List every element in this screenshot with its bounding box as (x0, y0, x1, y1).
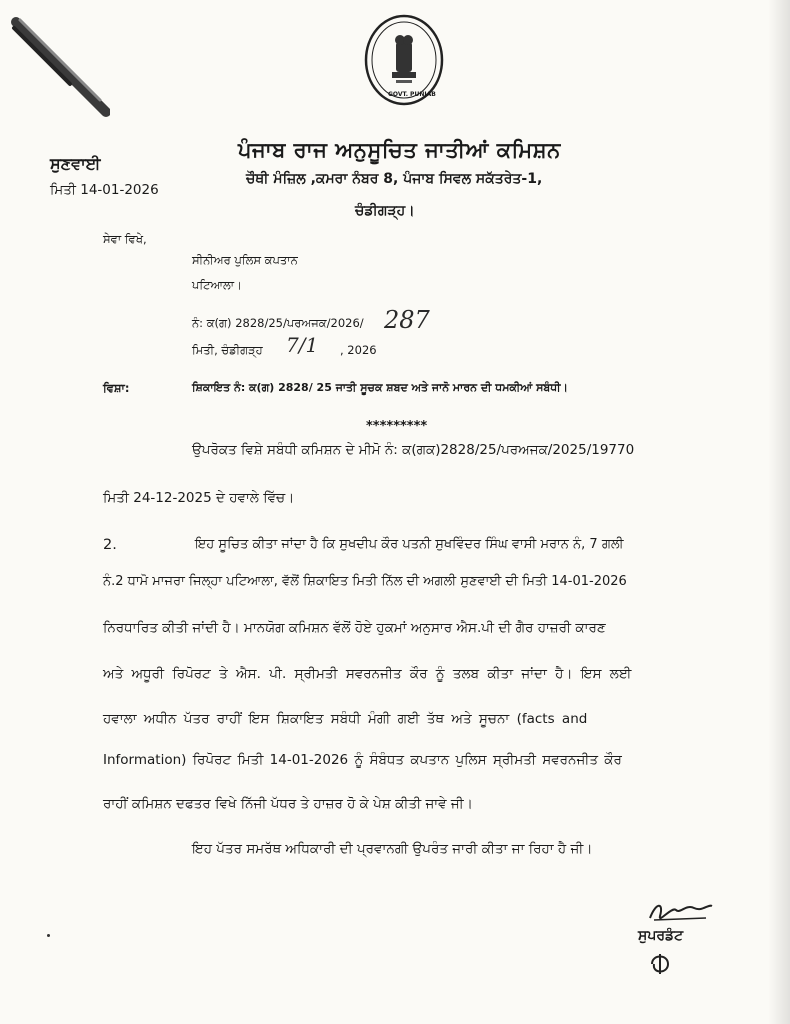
paragraph-line: ਅਤੇ ਅਧੂਰੀ ਰਿਪੋਰਟ ਤੇ ਐਸ. ਪੀ. ਸ੍ਰੀਮਤੀ ਸਵਰਨਜੀਤ ਕੌਰ ਨੂੰ ਤਲਬ ਕੀਤਾ ਜਾਂਦਾ ਹੈ। ਇਸ ਲਈ (103, 666, 632, 682)
handwritten-dispatch-number: 287 (384, 306, 430, 334)
paragraph-number: 2. (103, 537, 117, 553)
signature-scribble (646, 896, 716, 926)
pen-clip-icon (10, 8, 110, 118)
reference-date-label: ਮਿਤੀ, ਚੰਡੀਗੜ੍ਹ (192, 343, 263, 357)
salutation: ਸੇਵਾ ਵਿਖੇ, (103, 232, 147, 246)
separator: ********* (366, 419, 428, 434)
paragraph-line: ਹਵਾਲਾ ਅਧੀਨ ਪੱਤਰ ਰਾਹੀਂ ਇਸ ਸ਼ਿਕਾਇਤ ਸਬੰਧੀ ਮੰਗੀ ਗਈ ਤੱਥ ਅਤੇ ਸੂਚਨਾ (facts and (103, 711, 588, 727)
reference-number: ਨੰ: ਕ(ਗ) 2828/25/ਪਰਅਜਕ/2026/ (192, 316, 364, 330)
subject-text: ਸ਼ਿਕਾਇਤ ਨੰ: ਕ(ਗ) 2828/ 25 ਜਾਤੀ ਸੂਚਕ ਸ਼ਬਦ ਅਤੇ ਜਾਨੋ ਮਾਰਨ ਦੀ ਧਮਕੀਆਂ ਸਬੰਧੀ। (192, 381, 568, 394)
signatory-designation: ਸੁਪਰਡੰਟ (638, 928, 684, 944)
hearing-label: ਸੁਣਵਾਈ (50, 154, 101, 173)
handwritten-date: 7/1 (286, 333, 319, 357)
subject-label: ਵਿਸ਼ਾ: (103, 381, 130, 395)
paragraph-line: ਨੰ.2 ਧਾਮੋ ਮਾਜਰਾ ਜਿਲ੍ਹਾ ਪਟਿਆਲਾ, ਵੱਲੋਂ ਸ਼ਿਕਾਇਤ ਮਿਤੀ ਨਿੱਲ ਦੀ ਅਗਲੀ ਸੁਣਵਾਈ ਦੀ ਮਿਤੀ 14-01-2026 (103, 574, 627, 589)
page-edge-shadow (768, 0, 790, 1024)
address-line-1: ਚੌਥੀ ਮੰਜ਼ਿਲ ,ਕਮਰਾ ਨੰਬਰ 8, ਪੰਜਾਬ ਸਿਵਲ ਸਕੱਤਰੇਤ-1, (246, 171, 543, 187)
reference-date-year: , 2026 (340, 343, 377, 357)
paragraph-line: ਰਾਹੀਂ ਕਮਿਸ਼ਨ ਦਫਤਰ ਵਿਖੇ ਨਿੱਜੀ ਪੱਧਰ ਤੇ ਹਾਜ਼ਰ ਹੋ ਕੇ ਪੇਸ਼ ਕੀਤੀ ਜਾਵੇ ਜੀ। (103, 796, 473, 812)
paragraph-line: ਇਹ ਸੂਚਿਤ ਕੀਤਾ ਜਾਂਦਾ ਹੈ ਕਿ ਸੁਖਦੀਪ ਕੌਰ ਪਤਨੀ ਸੁਖਵਿੰਦਰ ਸਿੰਘ ਵਾਸੀ ਮਰਾਨ ਨੰ, 7 ਗਲੀ (195, 537, 624, 552)
address-line-2: ਚੰਡੀਗੜ੍ਹ। (355, 203, 415, 219)
emblem-text: GOVT. PUNJAB (388, 91, 436, 98)
org-name: ਪੰਜਾਬ ਰਾਜ ਅਨੁਸੂਚਿਤ ਜਾਤੀਆਂ ਕਮਿਸ਼ਨ (238, 138, 561, 162)
closing-line: ਇਹ ਪੱਤਰ ਸਮਰੱਥ ਅਧਿਕਾਰੀ ਦੀ ਪ੍ਰਵਾਨਗੀ ਉਪਰੰਤ ਜਾਰੀ ਕੀਤਾ ਜਾ ਰਿਹਾ ਹੈ ਜੀ। (192, 841, 593, 857)
paragraph-line: Information) ਰਿਪੋਰਟ ਮਿਤੀ 14-01-2026 ਨੂੰ ਸੰਬੰਧਤ ਕਪਤਾਨ ਪੁਲਿਸ ਸ੍ਰੀਮਤੀ ਸਵਰਨਜੀਤ ਕੌਰ (103, 752, 622, 768)
paragraph-line: ਨਿਰਧਾਰਿਤ ਕੀਤੀ ਜਾਂਦੀ ਹੈ। ਮਾਨਯੋਗ ਕਮਿਸ਼ਨ ਵੱਲੋਂ ਹੋਏ ਹੁਕਮਾਂ ਅਨੁਸਾਰ ਐਸ.ਪੀ ਦੀ ਗੈਰ ਹਾਜ਼ਰੀ ਕਾਰਣ (103, 620, 606, 636)
recipient-place: ਪਟਿਆਲਾ। (192, 278, 242, 292)
hearing-date: ਮਿਤੀ 14-01-2026 (50, 182, 159, 198)
margin-dot (47, 934, 50, 937)
initials-scribble (646, 950, 674, 978)
memo-reference-line-1: ਉਪਰੋਕਤ ਵਿਸ਼ੇ ਸਬੰਧੀ ਕਮਿਸ਼ਨ ਦੇ ਮੀਮੋ ਨੰ: ਕ(ਗਕ)2828/25/ਪਰਅਜਕ/2025/19770 (192, 442, 635, 458)
memo-reference-line-2: ਮਿਤੀ 24-12-2025 ਦੇ ਹਵਾਲੇ ਵਿੱਚ। (103, 490, 295, 506)
recipient-name: ਸੀਨੀਅਰ ਪੁਲਿਸ ਕਪਤਾਨ (192, 253, 298, 267)
